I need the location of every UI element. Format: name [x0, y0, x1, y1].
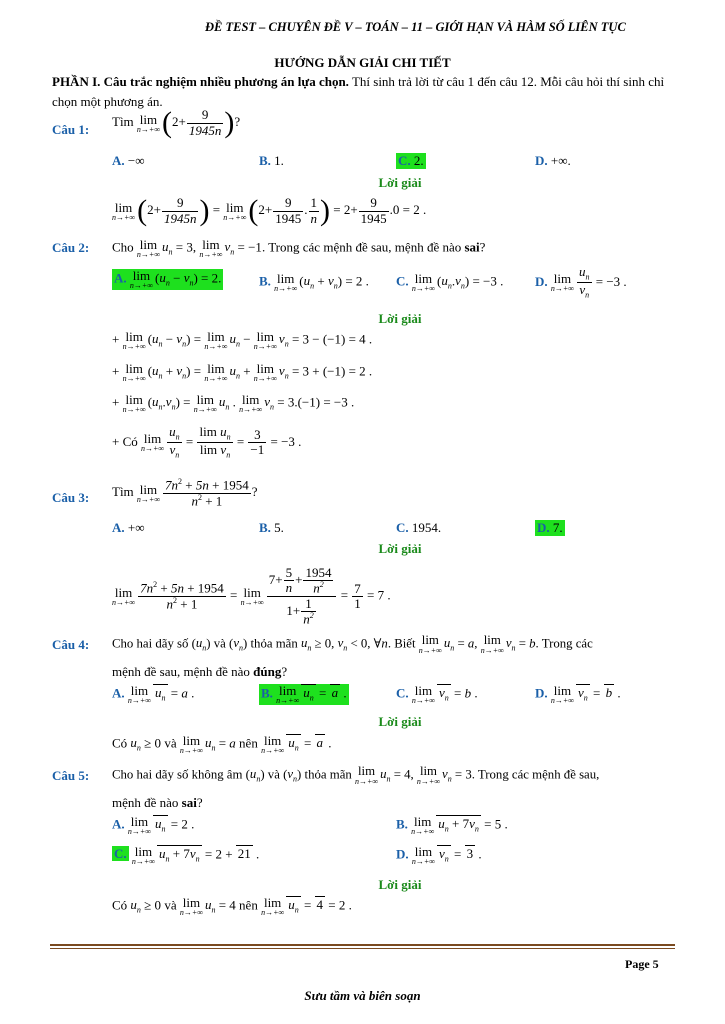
q4-line2: mệnh đề sau, mệnh đề nào [112, 664, 250, 679]
q5-tail: . Trong các mệnh đề sau, [471, 767, 600, 782]
q3-prompt: Tìm lim n→+∞ $\frac{7n^2 + 5n + 1954}{n^2 + 1}$ ? [112, 477, 258, 508]
q3-option-d[interactable]: D. 7. [537, 520, 563, 535]
q5-line2: mệnh đề nào [112, 795, 179, 810]
option-letter: A. [112, 153, 125, 168]
q2-keyword: sai [464, 239, 480, 255]
page-title: HƯỚNG DẪN GIẢI CHI TIẾT [274, 55, 451, 70]
q4-prompt: Cho hai dãy số $(u_n)$ và $(v_n)$ thỏa mãn $u_n \ge 0$, $v_n < 0$, ∀n. Biết lim n→+∞ $u_n = a$, lim n→+∞ $v_n = b$. Trong các [112, 633, 593, 655]
footer-rule [50, 944, 675, 946]
option-value: 1. [274, 153, 284, 168]
q4-keyword: đúng [253, 664, 282, 679]
q3-option-b[interactable]: B. 5. [259, 520, 284, 535]
q5-solution: Có $u_n \ge 0$ và lim n→+∞ $u_n = 4$ nên lim n→+∞ $u_n = 4 = 2$ . [112, 895, 352, 917]
option-value: +∞ [127, 520, 145, 535]
q4-tail: . Trong các [535, 636, 593, 651]
q1-label: Câu 1: [52, 122, 90, 137]
q2-solution-step3: + lim n→+∞ $(u_n.v_n)$ = lim n→+∞ $u_n$ . lim n→+∞ $v_n = 3.(-1) = -3$ . [112, 392, 355, 414]
option-value: 5. [274, 520, 284, 535]
q1-option-c[interactable] [396, 153, 426, 169]
q2-prompt-rest: . Trong các mệnh đề sau, mệnh đề nào [261, 239, 462, 255]
q5-keyword: sai [181, 795, 197, 810]
q4-know: . Biết [387, 636, 416, 651]
q3-solution: lim n→+∞ $\frac{7n^2 + 5n + 1954}{n^2 + 1}$ = lim n→+∞ 7+ $\frac{5}{n}$ + $\frac{1954}{n^2}$ 1+ $\frac{1}{n^2}$ = $\frac{7}{1}$ = 7 . [112, 565, 391, 627]
q4-solution-label: Lời giải [378, 714, 422, 729]
q5-option-a[interactable]: A. lim n→+∞ $u_n = 2$ . [112, 814, 195, 836]
q3-label: Câu 3: [52, 490, 90, 505]
q2-option-a[interactable]: A. lim n→+∞ $(u_n - v_n) = 2$. [114, 268, 222, 290]
q4-solution: Có $u_n \ge 0$ và lim n→+∞ $u_n = a$ nên lim n→+∞ $u_n = a$ . [112, 733, 332, 755]
q2-solution-step2: + lim n→+∞ $(u_n + v_n)$ = lim n→+∞ $u_n$ + lim n→+∞ $v_n = 3 + (-1) = 2$ . [112, 361, 373, 383]
q2-option-b[interactable]: B. lim n→+∞ $(u_n + v_n) = 2$ . [259, 271, 369, 293]
q2-option-c[interactable]: C. lim n→+∞ $(u_n.v_n) = -3$ . [396, 271, 504, 293]
q5-option-c[interactable]: C. lim n→+∞ $u_n + 7v_n = 2 + 21$ . [114, 844, 260, 866]
q3-option-c[interactable]: C. 1954. [396, 520, 442, 535]
q5-option-b[interactable]: B. lim n→+∞ $u_n + 7v_n = 5$ . [396, 814, 508, 836]
q5-prompt-line2: mệnh đề nào sai? [112, 795, 203, 810]
q4-prompt-text: Cho hai dãy số [112, 636, 189, 651]
q2-solution-step4: + Có lim n→+∞ $\frac{u_n}{v_n}$ = $\frac{\lim u_n}{\lim v_n}$ = $\frac{3}{-1}$ = −3 . [112, 424, 302, 460]
footer-rule-thin [50, 948, 675, 949]
option-value: +∞. [550, 153, 571, 168]
q4-option-d[interactable]: D. lim n→+∞ $v_n = b$ . [535, 683, 621, 705]
q4-cond: thỏa mãn [250, 636, 298, 651]
q2-solution-label: Lời giải [378, 311, 422, 326]
document-header: ĐỀ TEST – CHUYÊN ĐỀ V – TOÁN – 11 – GIỚI HẠN VÀ HÀM SỐ LIÊN TỤC [205, 20, 626, 34]
q5-and: và [267, 767, 280, 782]
q4-option-c[interactable]: C. lim n→+∞ $v_n = b$ . [396, 683, 478, 705]
q1-lim: lim n→+∞ [136, 111, 161, 134]
q2-prompt-text: Cho [112, 239, 134, 255]
q5-sol-and: và [164, 897, 177, 913]
q1-option-b[interactable] [259, 153, 284, 169]
q1-solution-label: Lời giải [378, 175, 422, 190]
option-letter: C. [398, 153, 411, 168]
option-value: 1954. [411, 520, 442, 535]
q3-option-a[interactable]: A. +∞ [112, 520, 145, 535]
q2-solution-step1: + lim n→+∞ $(u_n - v_n)$ = lim n→+∞ $u_n$ − lim n→+∞ $v_n = 3 - (-1) = 4$ . [112, 329, 373, 351]
q1-prompt: Tìm lim n→+∞ (2+ $\frac{9}{1945n}$ )? [112, 106, 241, 139]
q1-prompt-text: Tìm [112, 113, 134, 129]
q2-label: Câu 2: [52, 240, 90, 255]
q5-label: Câu 5: [52, 768, 90, 783]
q4-sol-and: và [164, 735, 177, 751]
q4-sol-prefix: Có [112, 735, 128, 751]
q1-option-d[interactable] [535, 153, 571, 169]
q1-option-a[interactable] [112, 153, 145, 169]
option-letter: B. [259, 153, 271, 168]
q4-label: Câu 4: [52, 637, 90, 652]
part-intro [52, 72, 677, 112]
part-text: Thí sinh trả lời từ câu 1 đến câu 12. Mỗi câu hỏi thí sinh chỉ chọn một phương án. [52, 74, 665, 109]
q2-option-d[interactable]: D. lim n→+∞ $\frac{u_n}{v_n}$ = −3 . [535, 264, 627, 300]
q4-prompt-line2: mệnh đề sau, mệnh đề nào đúng? [112, 664, 288, 679]
q5-solution-label: Lời giải [378, 877, 422, 892]
q5-prompt: Cho hai dãy số không âm $(u_n)$ và $(v_n)$ thỏa mãn lim n→+∞ $u_n = 4$, lim n→+∞ $v_n = 3$. Trong các mệnh đề sau, [112, 764, 600, 786]
q4-and: và [213, 636, 226, 651]
q2-prompt: Cho lim n→+∞ $u_n = 3$, lim n→+∞ $v_n = -1$. Trong các mệnh đề sau, mệnh đề nào sai? [112, 237, 486, 259]
part-label: PHẦN I. Câu trắc nghiệm nhiều phương án lựa chọn. [52, 74, 349, 89]
q5-cond: thỏa mãn [304, 767, 352, 782]
q5-prompt-text: Cho hai dãy số không âm [112, 767, 243, 782]
page-number: Page 5 [625, 957, 659, 971]
q3-solution-label: Lời giải [378, 541, 422, 556]
option-value: 2. [413, 153, 424, 168]
q3-prompt-text: Tìm [112, 484, 134, 500]
option-letter: D. [535, 153, 548, 168]
q5-sol-prefix: Có [112, 897, 128, 913]
option-value: −∞ [127, 153, 145, 168]
footer-credit: Sưu tầm và biên soạn [304, 988, 421, 1003]
q5-option-d[interactable]: D. lim n→+∞ $v_n = 3$ . [396, 844, 482, 866]
q4-option-a[interactable]: A. lim n→+∞ $u_n = a$ . [112, 683, 195, 705]
q1-solution: lim n→+∞ (2+ $\frac{9}{1945n}$ ) = lim n→+∞ (2+ $\frac{9}{1945}$ . $\frac{1}{n}$ ) = 2+ $\frac{9}{1945}$ .0 = 2 . [112, 194, 427, 227]
option-value: 7. [552, 520, 563, 535]
q4-option-b[interactable]: B. lim n→+∞ $u_n = a$ . [261, 683, 347, 705]
q5-sol-then: nên [239, 897, 258, 913]
q4-sol-then: nên [239, 735, 258, 751]
